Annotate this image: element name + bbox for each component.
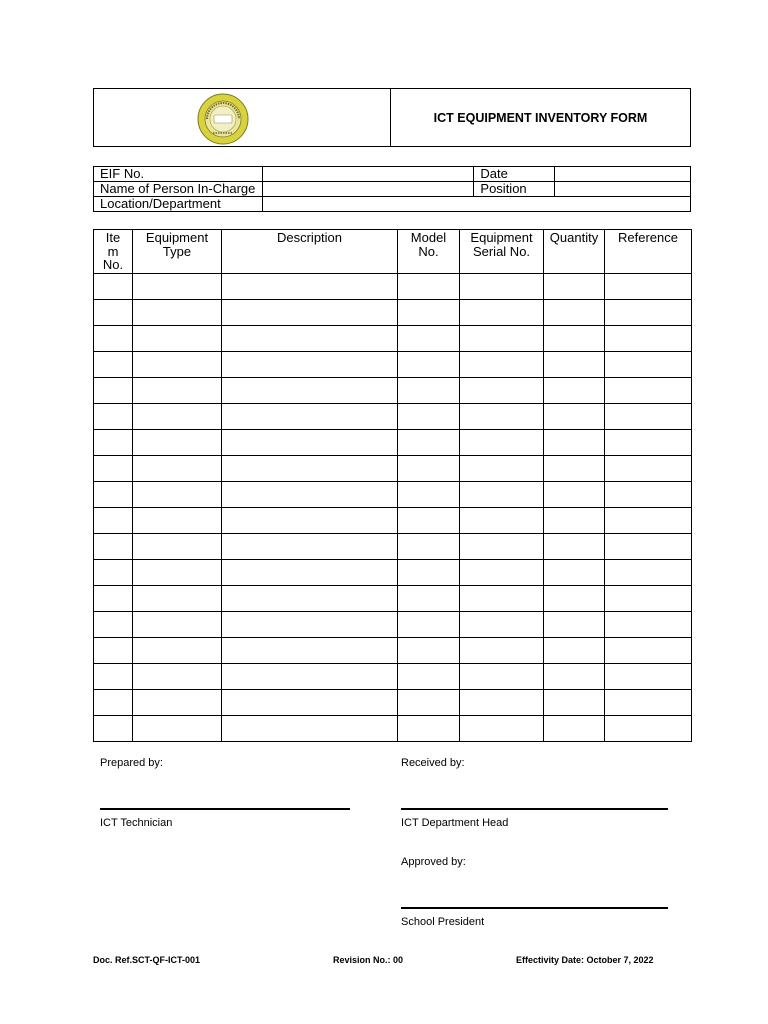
table-cell[interactable] — [222, 508, 398, 534]
table-cell[interactable] — [605, 300, 692, 326]
table-row — [94, 300, 692, 326]
table-row — [94, 716, 692, 742]
form-title: ICT EQUIPMENT INVENTORY FORM — [433, 110, 648, 125]
table-cell[interactable] — [133, 638, 222, 664]
table-cell[interactable] — [222, 326, 398, 352]
column-header: Ite m No. — [94, 230, 133, 274]
table-cell[interactable] — [460, 690, 544, 716]
person-field[interactable] — [262, 182, 473, 197]
table-cell[interactable] — [133, 508, 222, 534]
table-cell[interactable] — [460, 560, 544, 586]
table-cell[interactable] — [544, 534, 605, 560]
table-cell[interactable] — [94, 664, 133, 690]
table-cell[interactable] — [605, 638, 692, 664]
table-cell[interactable] — [133, 534, 222, 560]
table-cell[interactable] — [222, 560, 398, 586]
table-cell[interactable] — [544, 638, 605, 664]
table-cell[interactable] — [544, 586, 605, 612]
table-cell[interactable] — [133, 404, 222, 430]
table-row — [94, 482, 692, 508]
table-cell[interactable] — [460, 586, 544, 612]
table-cell[interactable] — [398, 326, 460, 352]
table-cell[interactable] — [222, 352, 398, 378]
table-cell[interactable] — [133, 560, 222, 586]
column-header: Description — [222, 230, 398, 274]
table-cell[interactable] — [544, 430, 605, 456]
table-cell[interactable] — [605, 508, 692, 534]
table-cell[interactable] — [460, 352, 544, 378]
table-cell[interactable] — [94, 534, 133, 560]
table-cell[interactable] — [398, 274, 460, 300]
table-row — [94, 690, 692, 716]
table-cell[interactable] — [398, 586, 460, 612]
table-cell[interactable] — [544, 716, 605, 742]
table-cell[interactable] — [398, 664, 460, 690]
table-cell[interactable] — [544, 690, 605, 716]
table-cell[interactable] — [133, 456, 222, 482]
table-row — [94, 378, 692, 404]
received-by-label: Received by: — [401, 757, 465, 769]
table-row — [94, 586, 692, 612]
table-cell[interactable] — [605, 664, 692, 690]
table-cell[interactable] — [460, 274, 544, 300]
table-cell[interactable] — [133, 300, 222, 326]
table-cell[interactable] — [605, 612, 692, 638]
table-cell[interactable] — [94, 352, 133, 378]
eif-label: EIF No. — [94, 167, 263, 182]
prepared-signature-line[interactable] — [100, 808, 350, 810]
table-cell[interactable] — [94, 274, 133, 300]
table-cell[interactable] — [398, 560, 460, 586]
position-label: Position — [474, 182, 555, 197]
ict-department-head-label: ICT Department Head — [401, 817, 509, 829]
table-cell[interactable] — [222, 534, 398, 560]
table-cell[interactable] — [544, 300, 605, 326]
table-cell[interactable] — [605, 404, 692, 430]
table-cell[interactable] — [94, 326, 133, 352]
effectivity-date: Effectivity Date: October 7, 2022 — [516, 955, 654, 965]
table-cell[interactable] — [222, 612, 398, 638]
table-cell[interactable] — [94, 482, 133, 508]
table-cell[interactable] — [398, 638, 460, 664]
table-cell[interactable] — [222, 274, 398, 300]
table-cell[interactable] — [94, 560, 133, 586]
table-cell[interactable] — [94, 430, 133, 456]
location-label: Location/Department — [94, 197, 263, 212]
table-cell[interactable] — [222, 586, 398, 612]
table-cell[interactable] — [544, 560, 605, 586]
column-header: Equipment Type — [133, 230, 222, 274]
table-cell[interactable] — [460, 716, 544, 742]
table-row — [94, 534, 692, 560]
table-cell[interactable] — [605, 716, 692, 742]
table-cell[interactable] — [398, 612, 460, 638]
table-cell[interactable] — [605, 482, 692, 508]
table-cell[interactable] — [460, 638, 544, 664]
table-row — [94, 352, 692, 378]
table-cell[interactable] — [605, 378, 692, 404]
ict-technician-label: ICT Technician — [100, 817, 173, 829]
table-row — [94, 664, 692, 690]
table-cell[interactable] — [605, 690, 692, 716]
table-cell[interactable] — [133, 326, 222, 352]
table-cell[interactable] — [544, 378, 605, 404]
logo-cell — [94, 89, 391, 146]
table-cell[interactable] — [222, 638, 398, 664]
table-cell[interactable] — [222, 690, 398, 716]
table-cell[interactable] — [94, 378, 133, 404]
position-field[interactable] — [555, 182, 691, 197]
table-cell[interactable] — [222, 716, 398, 742]
table-row — [94, 404, 692, 430]
table-cell[interactable] — [94, 456, 133, 482]
form-header — [93, 88, 691, 147]
table-cell[interactable] — [398, 482, 460, 508]
table-cell[interactable] — [544, 404, 605, 430]
table-cell[interactable] — [222, 300, 398, 326]
received-signature-line[interactable] — [401, 808, 668, 810]
table-cell[interactable] — [544, 482, 605, 508]
table-cell[interactable] — [133, 716, 222, 742]
inventory-header-row — [94, 230, 692, 274]
inventory-table — [93, 229, 692, 742]
table-cell[interactable] — [398, 378, 460, 404]
table-cell[interactable] — [460, 482, 544, 508]
table-cell[interactable] — [605, 560, 692, 586]
table-cell[interactable] — [398, 456, 460, 482]
table-cell[interactable] — [94, 690, 133, 716]
table-cell[interactable] — [605, 352, 692, 378]
table-cell[interactable] — [544, 612, 605, 638]
table-cell[interactable] — [544, 664, 605, 690]
table-cell[interactable] — [94, 612, 133, 638]
approved-by-label: Approved by: — [401, 856, 466, 868]
table-cell[interactable] — [398, 430, 460, 456]
school-president-label: School President — [401, 916, 485, 928]
table-cell[interactable] — [133, 482, 222, 508]
table-cell[interactable] — [460, 612, 544, 638]
table-cell[interactable] — [398, 534, 460, 560]
table-cell[interactable] — [133, 352, 222, 378]
table-cell[interactable] — [544, 326, 605, 352]
table-cell[interactable] — [460, 456, 544, 482]
table-cell[interactable] — [460, 404, 544, 430]
table-cell[interactable] — [605, 274, 692, 300]
eif-field[interactable] — [262, 167, 473, 182]
column-header: Reference — [605, 230, 692, 274]
table-row — [94, 612, 692, 638]
date-field[interactable] — [555, 167, 691, 182]
table-row — [94, 638, 692, 664]
school-seal-icon — [197, 93, 249, 145]
table-cell[interactable] — [398, 352, 460, 378]
table-cell[interactable] — [544, 274, 605, 300]
table-cell[interactable] — [605, 326, 692, 352]
table-cell[interactable] — [222, 664, 398, 690]
table-cell[interactable] — [94, 586, 133, 612]
table-cell[interactable] — [222, 482, 398, 508]
table-cell[interactable] — [94, 716, 133, 742]
table-cell[interactable] — [222, 404, 398, 430]
table-cell[interactable] — [94, 508, 133, 534]
table-cell[interactable] — [544, 508, 605, 534]
person-label: Name of Person In-Charge — [94, 182, 263, 197]
table-cell[interactable] — [398, 404, 460, 430]
table-cell[interactable] — [133, 378, 222, 404]
table-cell[interactable] — [460, 534, 544, 560]
table-cell[interactable] — [605, 586, 692, 612]
table-cell[interactable] — [460, 664, 544, 690]
table-cell[interactable] — [460, 508, 544, 534]
table-cell[interactable] — [133, 274, 222, 300]
location-field[interactable] — [262, 197, 690, 212]
table-cell[interactable] — [398, 300, 460, 326]
table-cell[interactable] — [544, 456, 605, 482]
column-header: Equipment Serial No. — [460, 230, 544, 274]
date-label: Date — [474, 167, 555, 182]
prepared-by-label: Prepared by: — [100, 757, 163, 769]
table-row — [94, 560, 692, 586]
table-cell[interactable] — [133, 586, 222, 612]
table-cell[interactable] — [222, 378, 398, 404]
table-row — [94, 456, 692, 482]
table-cell[interactable] — [94, 300, 133, 326]
table-cell[interactable] — [133, 664, 222, 690]
table-cell[interactable] — [605, 430, 692, 456]
table-cell[interactable] — [94, 404, 133, 430]
approved-signature-line[interactable] — [401, 907, 668, 909]
table-cell[interactable] — [398, 508, 460, 534]
table-row — [94, 508, 692, 534]
table-cell[interactable] — [605, 534, 692, 560]
column-header: Quantity — [544, 230, 605, 274]
table-cell[interactable] — [398, 690, 460, 716]
table-cell[interactable] — [460, 300, 544, 326]
info-table — [93, 166, 691, 212]
table-cell[interactable] — [460, 378, 544, 404]
doc-ref: Doc. Ref.SCT-QF-ICT-001 — [93, 955, 201, 965]
table-cell[interactable] — [222, 430, 398, 456]
table-row — [94, 430, 692, 456]
table-cell[interactable] — [544, 352, 605, 378]
table-cell[interactable] — [398, 716, 460, 742]
table-cell[interactable] — [94, 638, 133, 664]
inventory-body — [94, 274, 692, 742]
revision-number: Revision No.: 00 — [333, 955, 404, 965]
table-cell[interactable] — [133, 612, 222, 638]
table-cell[interactable] — [460, 430, 544, 456]
table-cell[interactable] — [133, 430, 222, 456]
table-row — [94, 274, 692, 300]
table-cell[interactable] — [133, 690, 222, 716]
table-cell[interactable] — [460, 326, 544, 352]
column-header: Model No. — [398, 230, 460, 274]
table-cell[interactable] — [605, 456, 692, 482]
table-row — [94, 326, 692, 352]
table-cell[interactable] — [222, 456, 398, 482]
